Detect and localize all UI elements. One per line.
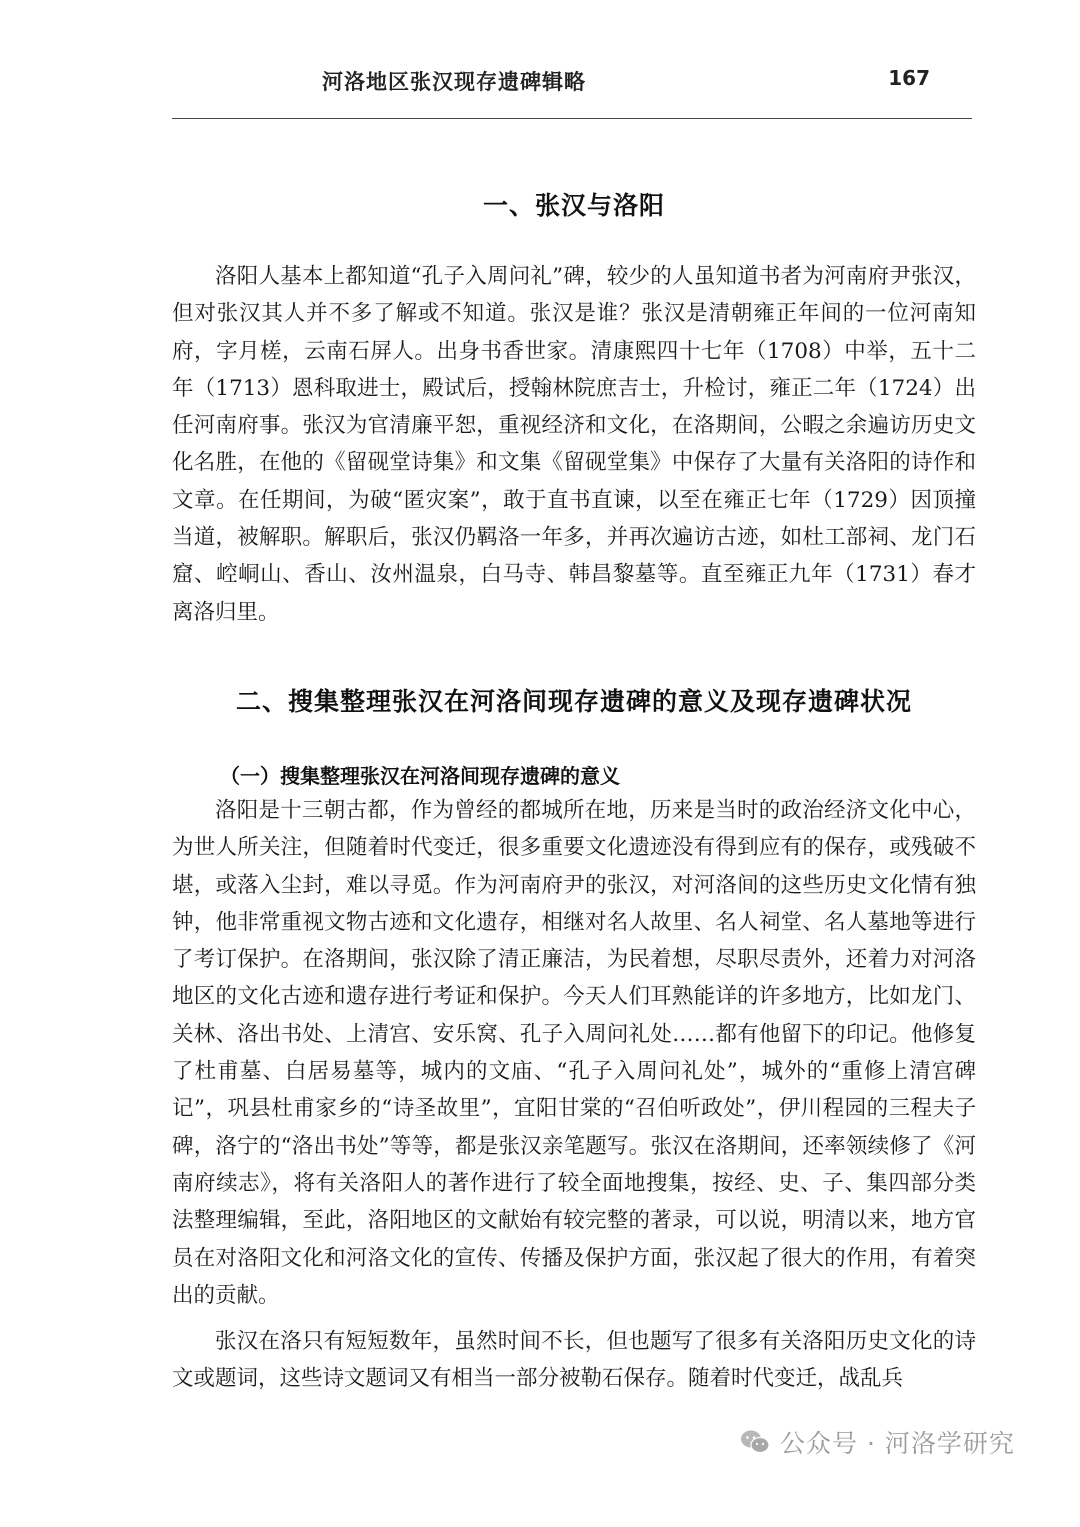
running-header	[172, 66, 972, 106]
section-heading-2: 二、搜集整理张汉在河洛间现存遗碑的意义及现存遗碑状况	[235, 687, 912, 716]
watermark	[740, 1422, 1015, 1462]
section-2-paragraph-2: 张汉在洛只有短短数年，虽然时间不长，但也题写了很多有关洛阳历史文化的诗文或题词，这些诗文题词又有相当一部分被勒石保存。随着时代变迁，战乱兵	[172, 1329, 976, 1392]
section-1-paragraph: 洛阳人基本上都知道“孔子入周问礼”碑，较少的人虽知道书者为河南府尹张汉，但对张汉其人并不多了解或不知道。张汉是谁？张汉是清朝雍正年间的一位河南知府，字月槎，云南石屏人。出身书香世家。清康熙四十七年（1708）中举，五十二年（1713）恩科取进士，殿试后，授翰林院庶吉士，升检讨，雍正二年（1724）出任河南府事。张汉为官清廉平恕，重视经济和文化，在洛期间，公暇之余遍访历史文化名胜，在他的《留砚堂诗集》和文集《留砚堂集》中保存了大量有关洛阳的诗作和文章。在任期间，为破“匿灾案”，敢于直书直谏，以至在雍正七年（1729）因顶撞当道，被解职。解职后，张汉仍羁洛一年多，并再次遍访古迹，如杜工部祠、龙门石窟、崆峒山、香山、汝州温泉，白马寺、韩昌黎墓等。直至雍正九年（1731）春才离洛归里。	[172, 264, 976, 625]
section-2-paragraph-1: 洛阳是十三朝古都，作为曾经的都城所在地，历来是当时的政治经济文化中心，为世人所关注，但随着时代变迁，很多重要文化遗迹没有得到应有的保存，或残破不堪，或落入尘封，难以寻觅。作为河南府尹的张汉，对河洛间的这些历史文化情有独钟，他非常重视文物古迹和文化遗存，相继对名人故里、名人祠堂、名人墓地等进行了考订保护。在洛期间，张汉除了清正廉洁，为民着想，尽职尽责外，还着力对河洛地区的文化古迹和遗存进行考证和保护。今天人们耳熟能详的许多地方，比如龙门、关林、洛出书处、上清宫、安乐窝、孔子入周问礼处……都有他留下的印记。他修复了杜甫墓、白居易墓等，城内的文庙、“孔子入周问礼处”，城外的“重修上清宫碑记”，巩县杜甫家乡的“诗圣故里”，宜阳甘棠的“召伯听政处”，伊川程园的三程夫子碑，洛宁的“洛出书处”等等，都是张汉亲笔题写。张汉在洛期间，还率领续修了《河南府续志》，将有关洛阳人的著作进行了较全面地搜集，按经、史、子、集四部分类法整理编辑，至此，洛阳地区的文献始有较完整的著录，可以说，明清以来，地方官员在对洛阳文化和河洛文化的宣传、传播及保护方面，张汉起了很大的作用，有着突出的贡献。	[172, 798, 976, 1308]
watermark-text: 公众号 · 河洛学研究	[780, 1429, 1015, 1458]
running-title: 河洛地区张汉现存遗碑辑略	[322, 70, 586, 94]
page-number: 167	[888, 66, 930, 90]
subsection-heading: （一）搜集整理张汉在河洛间现存遗碑的意义	[220, 764, 620, 788]
wechat-icon	[740, 1429, 770, 1455]
section-heading-1: 一、张汉与洛阳	[482, 191, 665, 220]
header-rule	[172, 118, 972, 119]
